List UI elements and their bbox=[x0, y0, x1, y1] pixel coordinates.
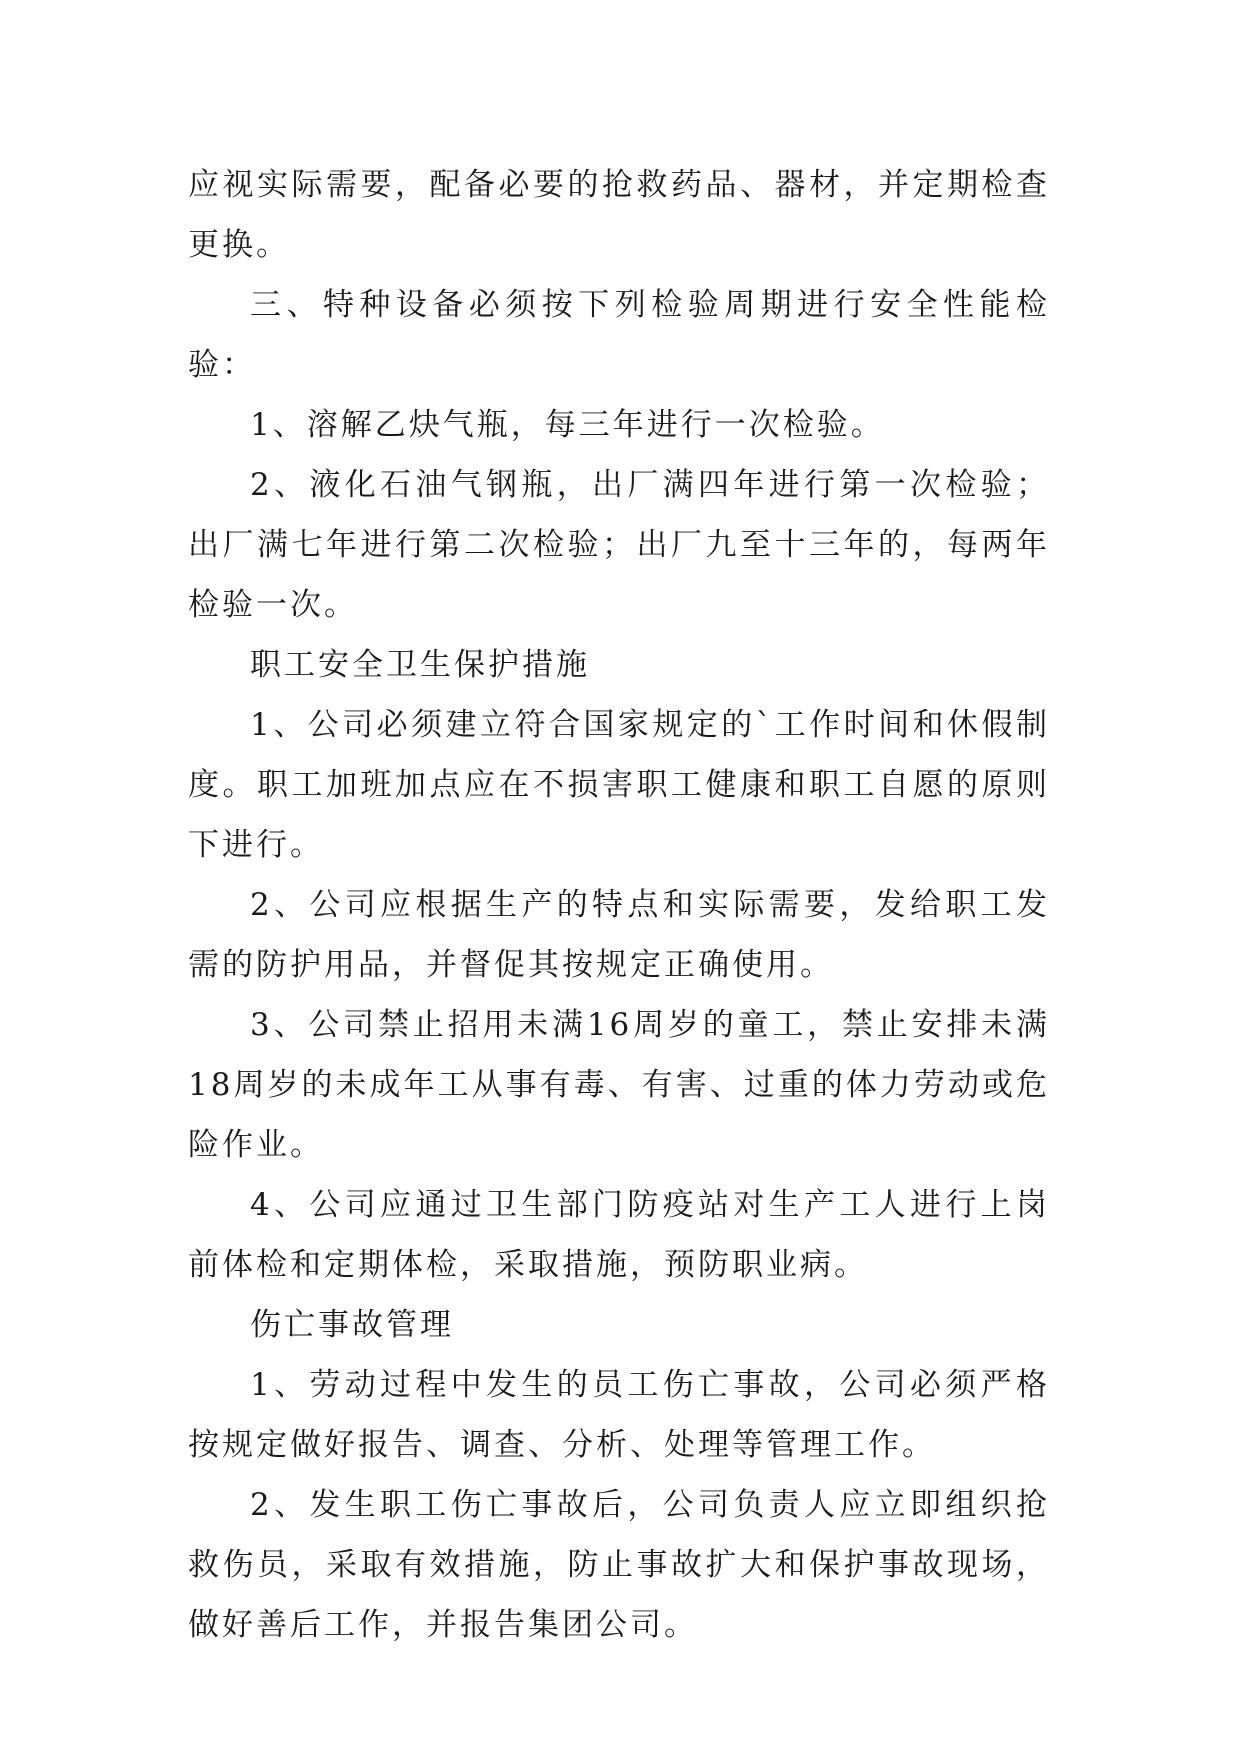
paragraph-accident-response: 2、发生职工伤亡事故后，公司负责人应立即组织抢救伤员，采取有效措施，防止事故扩大和保护事故现场，做好善后工作，并报告集团公司。 bbox=[188, 1487, 1050, 1643]
paragraph-special-equipment-inspection: 三、特种设备必须按下列检验周期进行安全性能检验： bbox=[188, 287, 1050, 383]
paragraph-working-hours: 1、公司必须建立符合国家规定的`工作时间和休假制度。职工加班加点应在不损害职工健康和职工自愿的原则下进行。 bbox=[188, 707, 1050, 863]
document-body bbox=[188, 155, 1050, 1655]
paragraph-acetylene-cylinder: 1、溶解乙炔气瓶，每三年进行一次检验。 bbox=[250, 407, 885, 443]
paragraph-first-aid-supplies: 应视实际需要，配备必要的抢救药品、器材，并定期检查更换。 bbox=[188, 167, 1050, 263]
paragraph-health-checks: 4、公司应通过卫生部门防疫站对生产工人进行上岗前体检和定期体检，采取措施，预防职业病。 bbox=[188, 1187, 1050, 1283]
paragraph-lpg-cylinder: 2、液化石油气钢瓶，出厂满四年进行第一次检验；出厂满七年进行第二次检验；出厂九至十三年的，每两年检验一次。 bbox=[188, 467, 1050, 623]
paragraph-child-labor: 3、公司禁止招用未满16周岁的童工，禁止安排未满18周岁的未成年工从事有毒、有害、过重的体力劳动或危险作业。 bbox=[188, 1007, 1050, 1163]
section-heading-accident-management: 伤亡事故管理 bbox=[250, 1307, 454, 1343]
section-heading-worker-safety: 职工安全卫生保护措施 bbox=[250, 647, 590, 683]
paragraph-accident-reporting: 1、劳动过程中发生的员工伤亡事故，公司必须严格按规定做好报告、调查、分析、处理等管理工作。 bbox=[188, 1367, 1050, 1463]
paragraph-protective-equipment: 2、公司应根据生产的特点和实际需要，发给职工发需的防护用品，并督促其按规定正确使用。 bbox=[188, 887, 1050, 983]
